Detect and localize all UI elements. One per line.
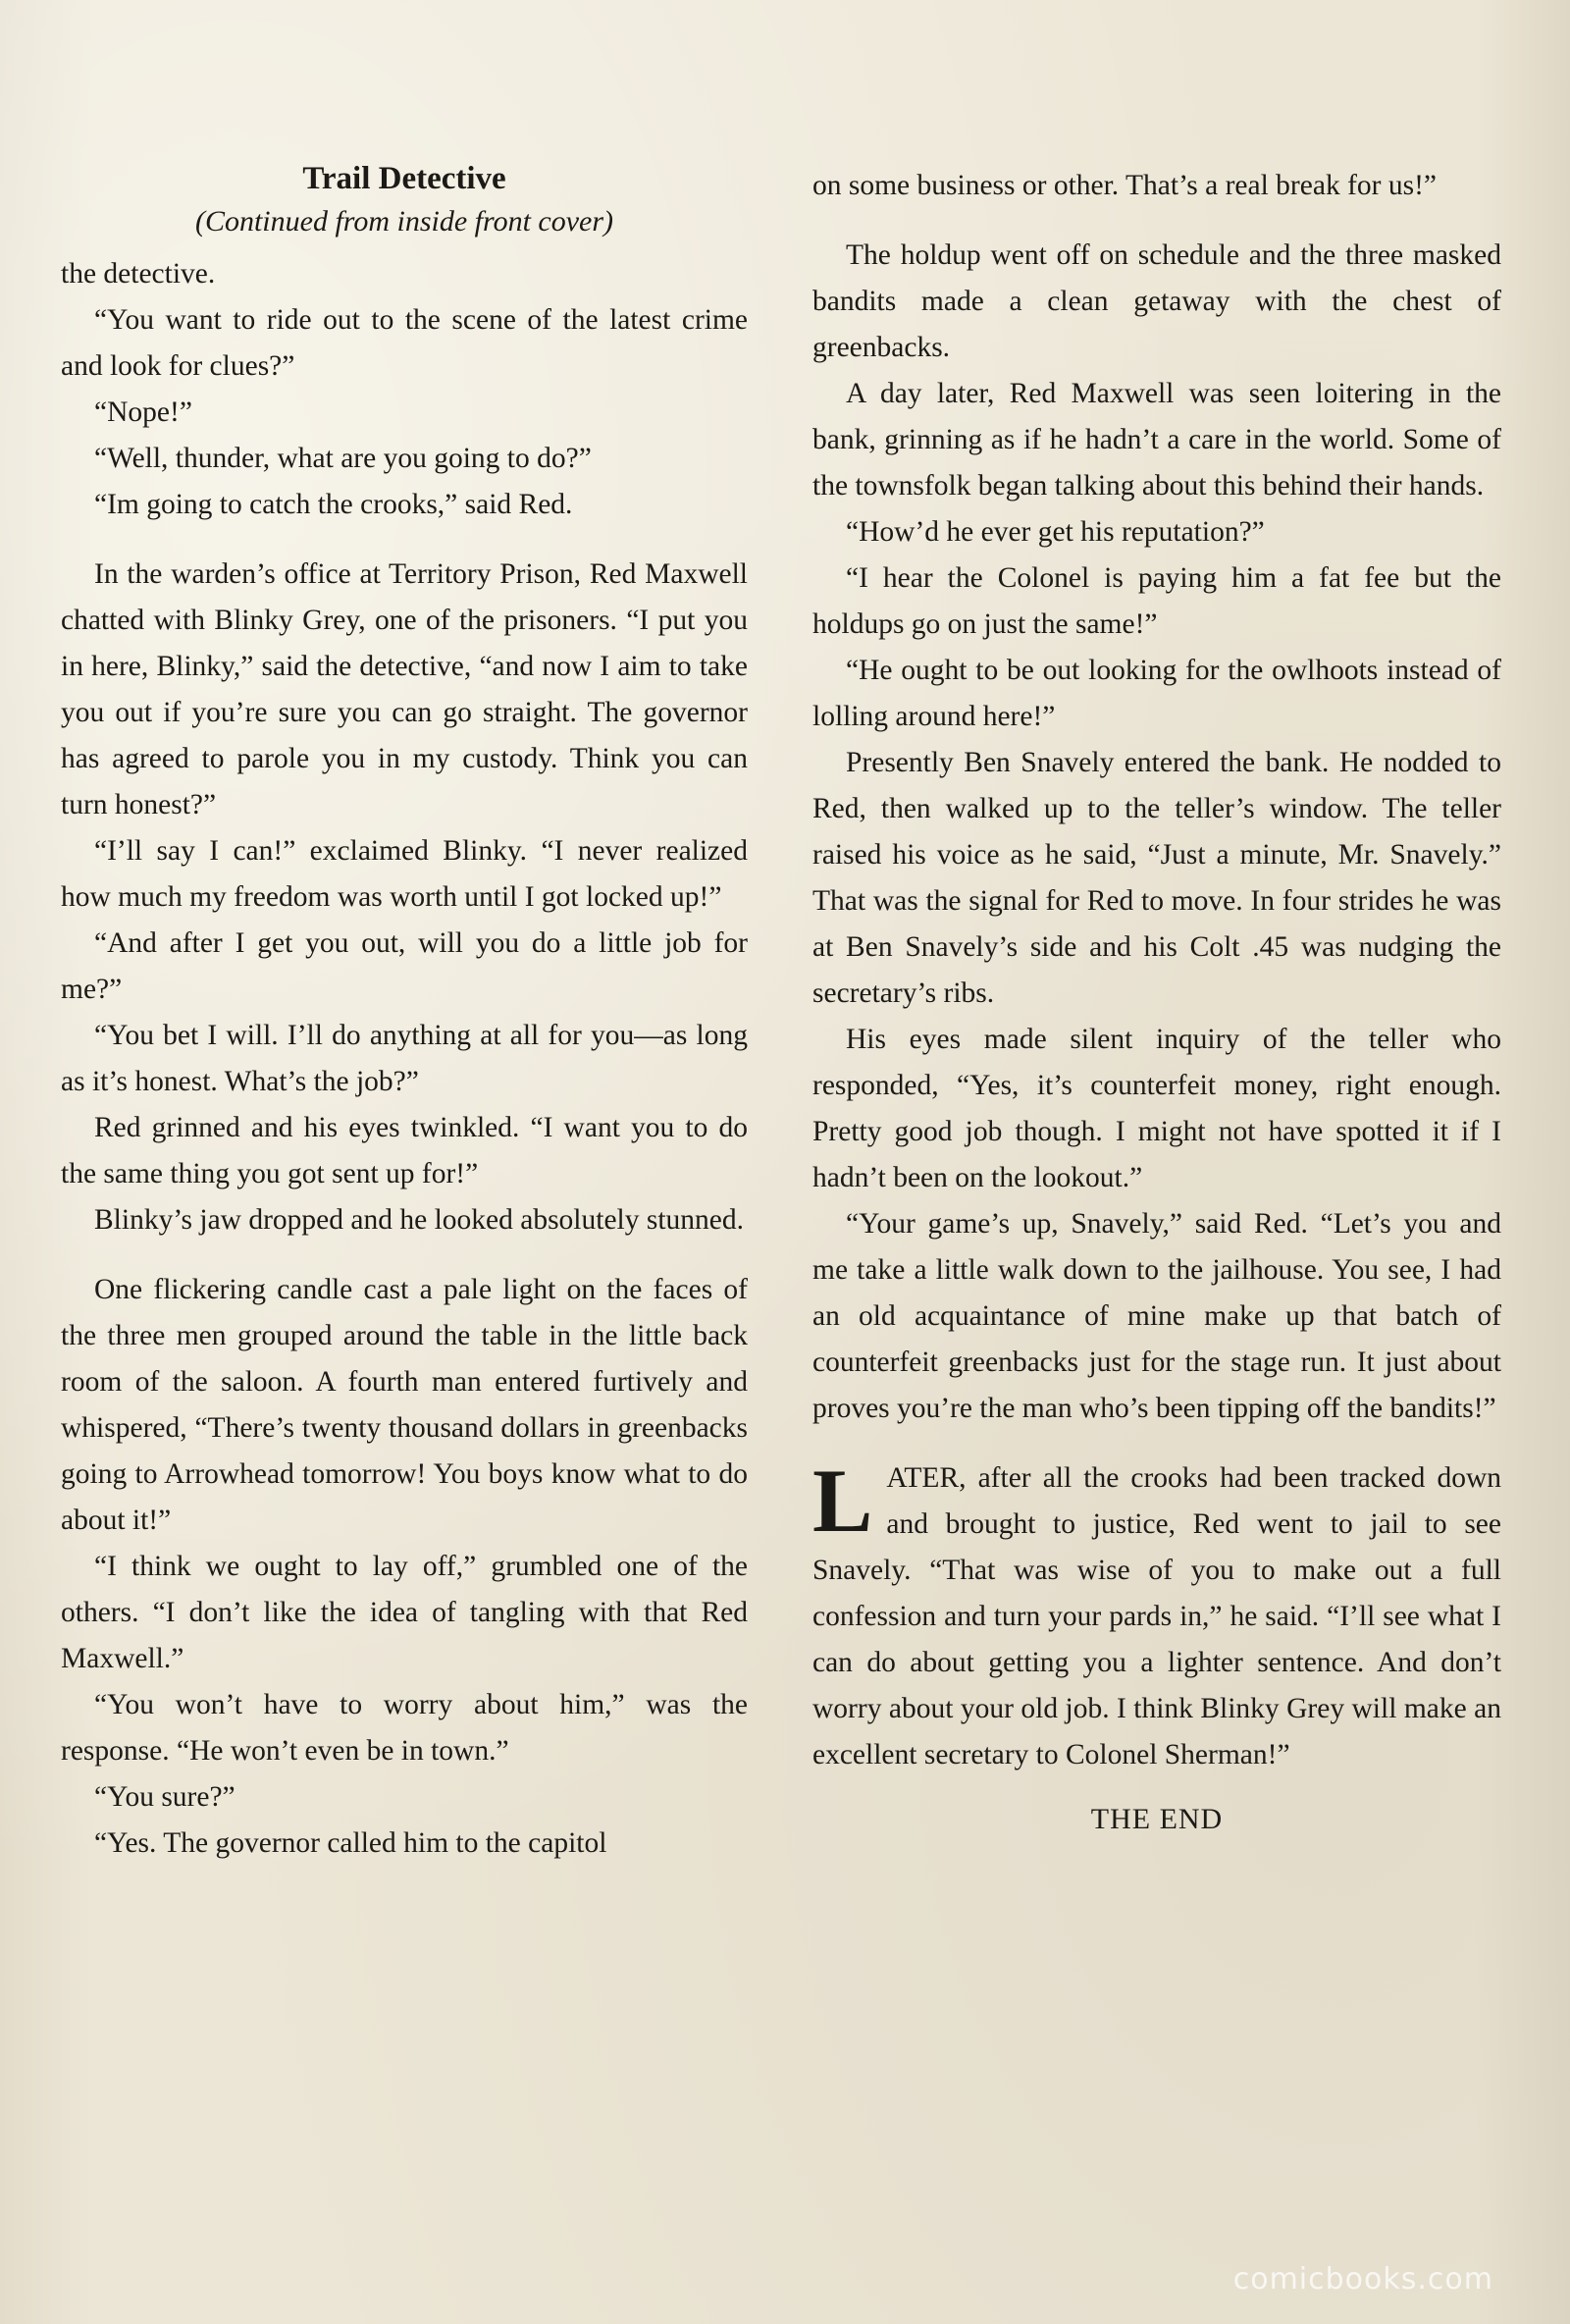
the-end-label: THE END — [1090, 1803, 1224, 1835]
paragraph: “He ought to be out looking for the owlhoots instead of lolling around here!” — [812, 655, 1501, 732]
paragraph: “Im going to catch the crooks,” said Red. — [94, 489, 573, 520]
paragraph: “Nope!” — [94, 396, 192, 428]
final-paragraph — [812, 1451, 1501, 1778]
paragraph: One flickering candle cast a pale light on the faces of the three men grouped around the table in the little back room of the saloon. A fourth man entered furtively and whispered, “There’s twenty thousand dollars in greenbacks going to Arrowhead tomorrow! You boys know what to do about it!” — [61, 1274, 748, 1536]
paragraph: Red grinned and his eyes twinkled. “I want you to do the same thing you got sent up for!” — [61, 1112, 748, 1189]
paragraph: on some business or other. That’s a real break for us!” — [812, 170, 1437, 201]
paragraph: “Well, thunder, what are you going to do?” — [94, 443, 592, 474]
paragraph: “Your game’s up, Snavely,” said Red. “Let’s you and me take a little walk down to the jailhouse. You see, I had an old acquaintance of mine make up that batch of counterfeit greenbacks just for the stage run. It just about proves you’re the man who’s been tipping off the bandits!” — [812, 1208, 1501, 1424]
paragraph: “You bet I will. I’ll do anything at all for you—as long as it’s honest. What’s the job?” — [61, 1020, 748, 1097]
paragraph: “I’ll say I can!” exclaimed Blinky. “I never realized how much my freedom was worth until I got locked up!” — [61, 835, 748, 913]
right-column — [812, 163, 1501, 1842]
paragraph: the detective. — [61, 258, 216, 290]
drop-cap: L — [812, 1451, 873, 1551]
watermark: comicbooks.com — [1232, 2262, 1493, 2297]
paragraph: In the warden’s office at Territory Prison, Red Maxwell chatted with Blinky Grey, one of the prisoners. “I put you in here, Blinky,” said the detective, “and now I aim to take you out if you’re sure you can go straight. The governor has agreed to parole you in my custody. Think you can turn honest?” — [61, 558, 748, 820]
paragraph: Blinky’s jaw dropped and he looked absolutely stunned. — [94, 1204, 745, 1236]
paragraph: The holdup went off on schedule and the three masked bandits made a clean getaway with the chest of greenbacks. — [812, 239, 1501, 363]
story-title: Trail Detective — [302, 161, 506, 196]
final-paragraph-text: ATER, after all the crooks had been tracked down and brought to justice, Red went to jail to see Snavely. “That was wise of you to make out a full confession and turn your pards in,” he said. “I’ll see what I can do about getting you a lighter sentence. And don’t worry about your old job. I think Blinky Grey will make an excellent secretary to Colonel Sherman!” — [812, 1462, 1501, 1770]
paragraph: “I think we ought to lay off,” grumbled one of the others. “I don’t like the idea of tangling with that Red Maxwell.” — [61, 1551, 748, 1674]
paragraph: “You sure?” — [94, 1781, 236, 1813]
paragraph: A day later, Red Maxwell was seen loitering in the bank, grinning as if he hadn’t a care in the world. Some of the townsfolk began talking about this behind their hands. — [812, 378, 1501, 502]
paragraph: Presently Ben Snavely entered the bank. He nodded to Red, then walked up to the teller’s window. The teller raised his voice as he said, “Just a minute, Mr. Snavely.” That was the signal for Red to move. In four strides he was at Ben Snavely’s side and his Colt .45 was nudging the secretary’s ribs. — [812, 747, 1501, 1009]
paragraph: “And after I get you out, will you do a little job for me?” — [61, 927, 748, 1005]
paragraph: “You won’t have to worry about him,” was the response. “He won’t even be in town.” — [61, 1689, 748, 1767]
paragraph: “Yes. The governor called him to the capitol — [94, 1827, 607, 1859]
paragraph: “I hear the Colonel is paying him a fat fee but the holdups go on just the same!” — [812, 562, 1501, 640]
continuation-note: (Continued from inside front cover) — [194, 205, 614, 238]
paragraph: “How’d he ever get his reputation?” — [846, 516, 1265, 548]
paragraph: His eyes made silent inquiry of the teller who responded, “Yes, it’s counterfeit money, right enough. Pretty good job though. I might not have spotted it if I hadn’t been on the lookout.” — [812, 1024, 1501, 1193]
paragraph: “You want to ride out to the scene of the latest crime and look for clues?” — [61, 304, 748, 382]
left-column — [61, 157, 748, 1867]
